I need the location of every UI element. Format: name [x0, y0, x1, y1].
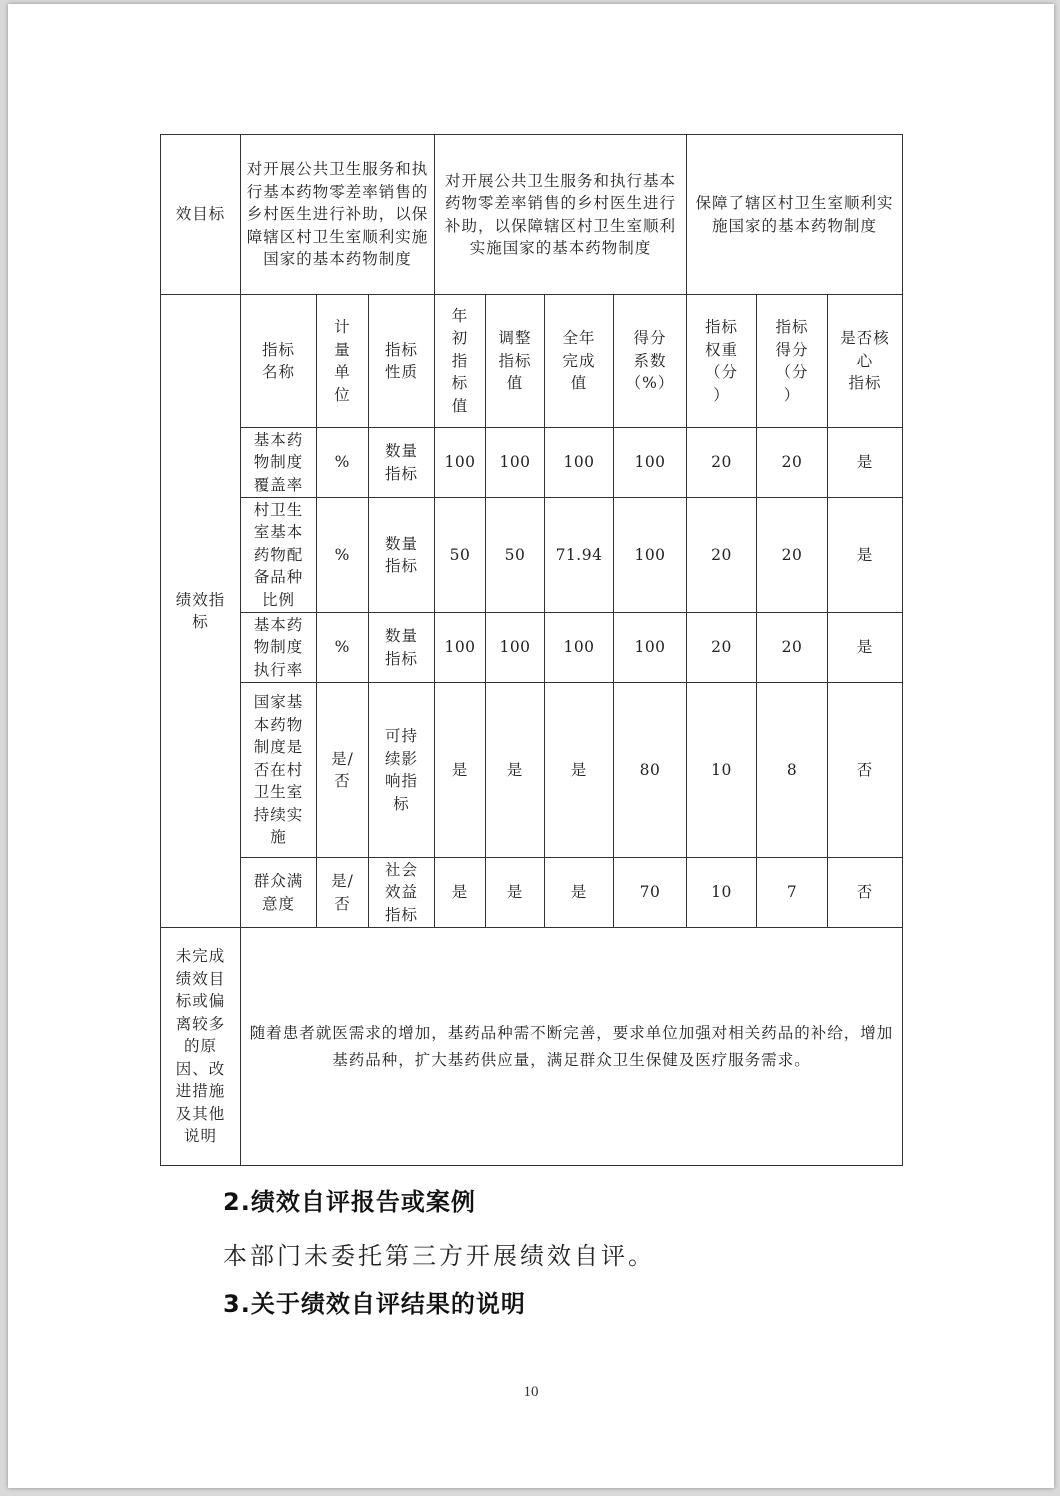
indicator-completed: 100 — [545, 428, 614, 498]
indicator-name: 国家基 本药物 制度是 否在村 卫生室 持续实 施 — [241, 683, 317, 858]
indicator-unit: 是/ 否 — [317, 683, 369, 858]
indicator-weight: 20 — [687, 498, 757, 613]
indicator-coef: 80 — [614, 683, 687, 858]
indicator-unit: 是/ 否 — [317, 858, 369, 928]
indicator-core: 否 — [828, 683, 903, 858]
indicator-weight: 10 — [687, 858, 757, 928]
indicator-completed: 71.94 — [545, 498, 614, 613]
header-nature: 指标 性质 — [369, 295, 435, 428]
table-row — [161, 683, 903, 858]
indicator-core: 是 — [828, 613, 903, 683]
indicator-coef: 70 — [614, 858, 687, 928]
indicator-completed: 是 — [545, 858, 614, 928]
indicator-adjusted: 100 — [486, 428, 545, 498]
header-unit: 计 量 单 位 — [317, 295, 369, 428]
indicator-adjusted: 是 — [486, 683, 545, 858]
document-page — [8, 4, 1054, 1488]
indicator-name: 村卫生 室基本 药物配 备品种 比例 — [241, 498, 317, 613]
page-number: 10 — [523, 1384, 539, 1400]
table-row — [161, 613, 903, 683]
indicator-initial: 50 — [435, 498, 486, 613]
indicator-unit: % — [317, 613, 369, 683]
header-completed: 全年 完成 值 — [545, 295, 614, 428]
header-coef: 得分 系数 （%） — [614, 295, 687, 428]
indicator-initial: 100 — [435, 613, 486, 683]
indicator-initial: 是 — [435, 683, 486, 858]
indicator-coef: 100 — [614, 613, 687, 683]
indicator-score: 20 — [757, 428, 828, 498]
remark-row — [161, 928, 903, 1166]
goal-label: 效目标 — [161, 135, 241, 295]
indicator-coef: 100 — [614, 428, 687, 498]
indicator-completed: 是 — [545, 683, 614, 858]
indicator-completed: 100 — [545, 613, 614, 683]
section3-heading: 3.关于绩效自评结果的说明 — [223, 1290, 526, 1318]
header-adjusted: 调整 指标 值 — [486, 295, 545, 428]
indicator-nature: 数量 指标 — [369, 428, 435, 498]
indicator-name: 群众满 意度 — [241, 858, 317, 928]
indicator-weight: 20 — [687, 428, 757, 498]
indicator-adjusted: 100 — [486, 613, 545, 683]
indicator-core: 是 — [828, 428, 903, 498]
header-name: 指标 名称 — [241, 295, 317, 428]
goal-plan: 对开展公共卫生服务和执行基本药物零差率销售的乡村医生进行补助，以保障辖区村卫生室顺利实施国家的基本药物制度 — [241, 135, 435, 295]
indicator-nature: 数量 指标 — [369, 613, 435, 683]
section2-body: 本部门未委托第三方开展绩效自评。 — [223, 1242, 655, 1270]
indicator-initial: 是 — [435, 858, 486, 928]
indicator-header-row — [161, 295, 903, 428]
indicator-weight: 10 — [687, 683, 757, 858]
goal-result: 保障了辖区村卫生室顺利实施国家的基本药物制度 — [687, 135, 903, 295]
indicator-unit: % — [317, 428, 369, 498]
indicator-name: 基本药 物制度 执行率 — [241, 613, 317, 683]
performance-table — [160, 134, 903, 1166]
table-row — [161, 498, 903, 613]
table-row — [161, 858, 903, 928]
perf-label: 绩效指 标 — [161, 295, 241, 928]
header-weight: 指标 权重 （分 ） — [687, 295, 757, 428]
indicator-weight: 20 — [687, 613, 757, 683]
header-core: 是否核 心 指标 — [828, 295, 903, 428]
indicator-core: 否 — [828, 858, 903, 928]
indicator-coef: 100 — [614, 498, 687, 613]
indicator-name: 基本药 物制度 覆盖率 — [241, 428, 317, 498]
table-row — [161, 428, 903, 498]
indicator-score: 20 — [757, 613, 828, 683]
indicator-core: 是 — [828, 498, 903, 613]
indicator-initial: 100 — [435, 428, 486, 498]
indicator-score: 7 — [757, 858, 828, 928]
indicator-nature: 可持 续影 响指 标 — [369, 683, 435, 858]
remark-label: 未完成 绩效目 标或偏 离较多 的原 因、改 进措施 及其他 说明 — [161, 928, 241, 1166]
indicator-adjusted: 50 — [486, 498, 545, 613]
indicator-score: 20 — [757, 498, 828, 613]
indicator-score: 8 — [757, 683, 828, 858]
goal-row — [161, 135, 903, 295]
indicator-unit: % — [317, 498, 369, 613]
section2-heading: 2.绩效自评报告或案例 — [223, 1188, 476, 1216]
header-score: 指标 得分 （分 ） — [757, 295, 828, 428]
indicator-adjusted: 是 — [486, 858, 545, 928]
goal-actual: 对开展公共卫生服务和执行基本药物零差率销售的乡村医生进行补助，以保障辖区村卫生室顺利实施国家的基本药物制度 — [435, 135, 687, 295]
indicator-nature: 社会 效益 指标 — [369, 858, 435, 928]
indicator-nature: 数量 指标 — [369, 498, 435, 613]
remark-text: 随着患者就医需求的增加，基药品种需不断完善，要求单位加强对相关药品的补给，增加基药品种，扩大基药供应量，满足群众卫生保健及医疗服务需求。 — [241, 928, 903, 1166]
header-initial: 年 初 指 标 值 — [435, 295, 486, 428]
